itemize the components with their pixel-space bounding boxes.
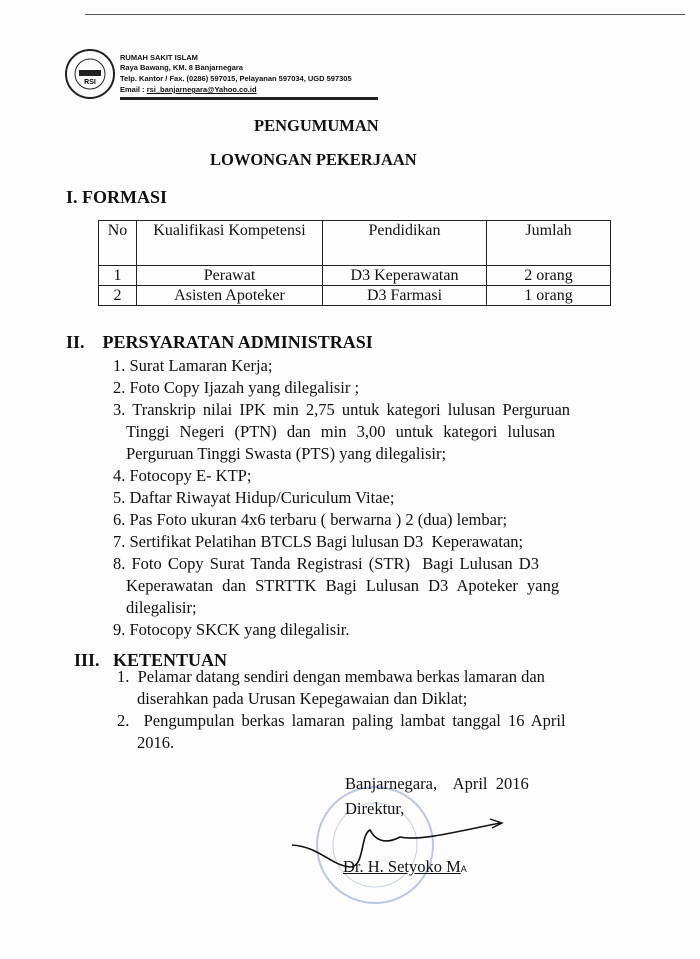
document-title: PENGUMUMAN (254, 116, 379, 135)
list-item: 2. Pengumpulan berkas lamaran paling lambat tanggal 16 April (117, 711, 566, 730)
requirements-list (113, 355, 570, 641)
cell: 1 orang (487, 286, 611, 306)
hospital-logo-icon (64, 48, 116, 100)
cell: 2 (99, 286, 137, 306)
col-jumlah: Jumlah (487, 221, 611, 266)
list-item: diserahkan pada Urusan Kepegawaian dan Diklat; (137, 689, 468, 708)
signatory-name: Dr. H. Setyoko M (343, 857, 461, 876)
col-no: No (99, 221, 137, 266)
cell: D3 Farmasi (323, 286, 487, 306)
section-persyaratan-heading: II. PERSYARATAN ADMINISTRASI (66, 332, 373, 352)
list-item: 1. Surat Lamaran Kerja; (113, 356, 273, 375)
formasi-table (98, 220, 611, 306)
signatory-suffix: A (460, 864, 467, 874)
svg-text:RSI: RSI (84, 79, 96, 86)
document-subtitle: LOWONGAN PEKERJAAN (210, 150, 417, 169)
cell: Asisten Apoteker (137, 286, 323, 306)
list-item: 5. Daftar Riwayat Hidup/Curiculum Vitae; (113, 488, 395, 507)
letterhead-rule (120, 97, 378, 100)
list-item: 2016. (137, 733, 175, 752)
list-item: 4. Fotocopy E- KTP; (113, 466, 252, 485)
place-date: Banjarnegara, April 2016 (345, 774, 529, 793)
hospital-phone: Telp. Kantor / Fax. (0286) 597015, Pelayanan 597034, UGD 597305 (120, 74, 352, 83)
hospital-name: RUMAH SAKIT ISLAM (120, 53, 198, 62)
cell: Perawat (137, 266, 323, 286)
list-item: Perguruan Tinggi Swasta (PTS) yang dilegalisir; (126, 444, 447, 463)
list-item: 1. Pelamar datang sendiri dengan membawa berkas lamaran dan (117, 667, 545, 686)
hospital-address: Raya Bawang, KM. 8 Banjarnegara (120, 63, 243, 72)
signatory-name-line (343, 857, 467, 877)
cell: D3 Keperawatan (323, 266, 487, 286)
email-label: Email : (120, 85, 147, 94)
list-item: dilegalisir; (126, 598, 197, 617)
list-item: 9. Fotocopy SKCK yang dilegalisir. (113, 620, 350, 639)
list-item: Keperawatan dan STRTTK Bagi Lulusan D3 Apoteker yang (126, 576, 560, 595)
list-item: 2. Foto Copy Ijazah yang dilegalisir ; (113, 378, 360, 397)
col-kualifikasi: Kualifikasi Kompetensi (137, 221, 323, 266)
section-ketentuan-heading: III. KETENTUAN (74, 650, 228, 670)
list-item: 8. Foto Copy Surat Tanda Registrasi (STR) Bagi Lulusan D3 (113, 554, 539, 573)
email-link[interactable]: rsi_banjarnegara@Yahoo.co.id (146, 85, 257, 94)
scan-edge (85, 14, 685, 15)
section-formasi-heading: I. FORMASI (66, 187, 168, 207)
table-row (99, 266, 611, 286)
col-pendidikan: Pendidikan (323, 221, 487, 266)
table-row (99, 286, 611, 306)
list-item: Tinggi Negeri (PTN) dan min 3,00 untuk kategori lulusan (126, 422, 556, 441)
list-item: 7. Sertifikat Pelatihan BTCLS Bagi lulusan D3 Keperawatan; (113, 532, 524, 551)
table-header (99, 221, 611, 266)
hospital-email-line (120, 85, 257, 94)
list-item: 6. Pas Foto ukuran 4x6 terbaru ( berwarna ) 2 (dua) lembar; (113, 510, 508, 529)
terms-list (117, 666, 566, 754)
cell: 2 orang (487, 266, 611, 286)
cell: 1 (99, 266, 137, 286)
list-item: 3. Transkrip nilai IPK min 2,75 untuk kategori lulusan Perguruan (113, 400, 571, 419)
signatory-position: Direktur, (345, 799, 405, 818)
